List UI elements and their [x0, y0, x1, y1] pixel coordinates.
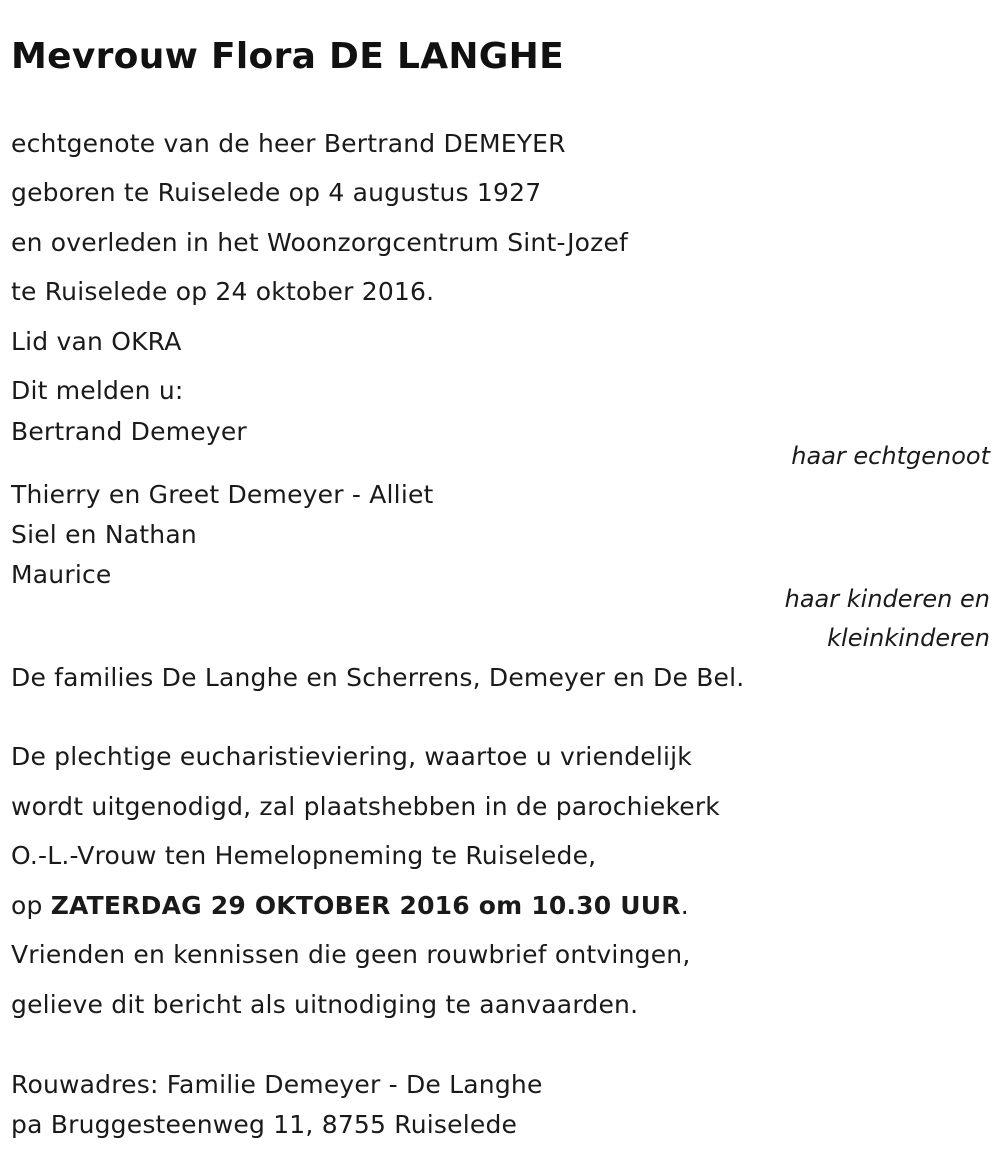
ceremony-line-2: wordt uitgenodigd, zal plaatshebben in de parochiekerk — [11, 792, 720, 821]
spouse-name: Bertrand Demeyer — [11, 417, 247, 446]
intro-death-date-line: te Ruiselede op 24 oktober 2016. — [11, 277, 435, 306]
intro-birth-line: geboren te Ruiselede op 4 augustus 1927 — [11, 178, 542, 207]
page-title: Mevrouw Flora DE LANGHE — [11, 36, 564, 77]
ceremony-line-1: De plechtige eucharistieviering, waartoe u vriendelijk — [11, 742, 692, 771]
address-line-2: pa Bruggesteenweg 11, 8755 Ruiselede — [11, 1110, 518, 1139]
intro-spouse-line: echtgenote van de heer Bertrand DEMEYER — [11, 129, 566, 158]
intro-membership-line: Lid van OKRA — [11, 327, 182, 356]
address-line-1: Rouwadres: Familie Demeyer - De Langhe — [11, 1070, 543, 1099]
ceremony-line-3: O.-L.-Vrouw ten Hemelopneming te Ruiselede, — [11, 841, 597, 870]
ceremony-date-suffix: . — [680, 891, 689, 920]
ceremony-line-5: Vrienden en kennissen die geen rouwbrief ontvingen, — [11, 940, 691, 969]
spouse-role: haar echtgenoot — [791, 442, 990, 470]
intro-death-line: en overleden in het Woonzorgcentrum Sint-Jozef — [11, 228, 629, 257]
ceremony-date-time: ZATERDAG 29 OKTOBER 2016 om 10.30 UUR — [50, 891, 681, 920]
children-role-line1: haar kinderen en — [784, 585, 990, 613]
ceremony-date-line — [11, 891, 689, 921]
children-name-2: Siel en Nathan — [11, 520, 197, 549]
ceremony-date-prefix: op — [11, 891, 51, 920]
ceremony-line-6: gelieve dit bericht als uitnodiging te aanvaarden. — [11, 990, 639, 1019]
families-line: De families De Langhe en Scherrens, Demeyer en De Bel. — [11, 663, 745, 692]
children-name-3: Maurice — [11, 560, 112, 589]
children-role-line2: kleinkinderen — [827, 624, 990, 652]
children-name-1: Thierry en Greet Demeyer - Alliet — [11, 480, 434, 509]
announcers-heading: Dit melden u: — [11, 376, 184, 405]
